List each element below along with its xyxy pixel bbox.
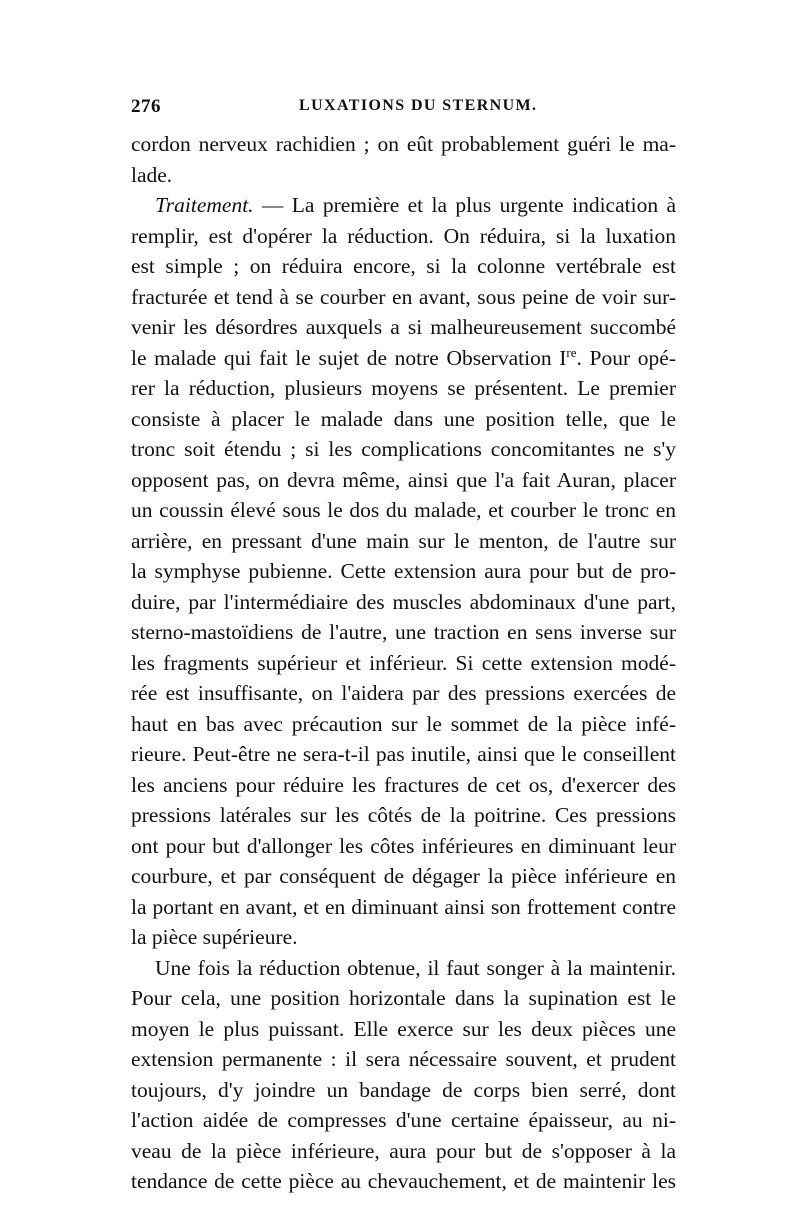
text-line: Une fois la réduction obtenue, il faut songer à la maintenir. [155, 955, 676, 980]
text-line: l'action aidée de compresses d'une certaine épaisseur, au ni- [131, 1108, 676, 1132]
text-line: rée est insuffisante, on l'aidera par des pressions exercées de [131, 681, 676, 705]
text-line: opposent pas, on devra même, ainsi que l'a fait Auran, placer [131, 467, 676, 492]
text-line: haut en bas avec précaution sur le sommet de la pièce infé- [131, 711, 676, 736]
text-line: les fragments supérieur et inférieur. Si cette extension modé- [131, 650, 676, 675]
text-line: fracturée et tend à se courber en avant, sous peine de voir sur- [131, 284, 676, 309]
text-line: remplir, est d'opérer la réduction. On réduira, si la luxation [131, 223, 676, 248]
text-line: les anciens pour réduire les fractures de cet os, d'exercer des [131, 772, 676, 797]
text-line: venir les désordres auxquels a si malheureusement succombé [131, 315, 676, 339]
body-text [131, 129, 676, 1197]
text-fragment: . Pour opé- [576, 345, 676, 370]
text-line: rer la réduction, plusieurs moyens se présentent. Le premier [131, 376, 676, 400]
text-line: veau de la pièce inférieure, aura pour but de s'opposer à la [131, 1138, 676, 1163]
text-line: courbure, et par conséquent de dégager la pièce inférieure en [131, 864, 676, 888]
page-header [131, 96, 676, 122]
text-line: la portant en avant, et en diminuant ainsi son frottement contre [131, 894, 676, 919]
text-line: tronc soit étendu ; si les complications concomitantes ne s'y [131, 437, 676, 461]
text-line: ont pour but d'allonger les côtes inférieures en diminuant leur [131, 833, 676, 858]
text-fragment: le malade qui fait le sujet de notre Observation I [131, 345, 567, 370]
section-heading: Traitement. [155, 193, 254, 217]
text-line: extension permanente : il sera nécessaire souvent, et prudent [131, 1047, 676, 1071]
text-line [131, 190, 676, 221]
text-line: consiste à placer le malade dans une position telle, que le [131, 406, 676, 431]
text-line: est simple ; on réduira encore, si la colonne vertébrale est [131, 254, 676, 278]
text-line: moyen le plus puissant. Elle exerce sur les deux pièces une [131, 1016, 676, 1041]
superscript: re [566, 344, 577, 360]
text-line: sterno-mastoïdiens de l'autre, une traction en sens inverse sur [131, 620, 676, 644]
text-line: pressions latérales sur les côtés de la poitrine. Ces pressions [131, 803, 676, 827]
text-line: cordon nerveux rachidien ; on eût probablement guéri le ma- [131, 132, 676, 156]
text-line: lade. [131, 162, 173, 187]
text-line: Pour cela, une position horizontale dans la supination est le [131, 986, 676, 1010]
text-line: un coussin élevé sous le dos du malade, et courber le tronc en [131, 498, 676, 522]
text-line: la pièce supérieure. [131, 925, 298, 949]
text-line: arrière, en pressant d'une main sur le menton, de l'autre sur [131, 528, 676, 553]
text-line [131, 343, 676, 374]
text-line: duire, par l'intermédiaire des muscles abdominaux d'une part, [131, 589, 676, 614]
running-title: LUXATIONS DU STERNUM. [299, 97, 538, 114]
text-line: tendance de cette pièce au chevauchement, et de maintenir les [131, 1169, 676, 1193]
text-line: la symphyse pubienne. Cette extension aura pour but de pro- [131, 559, 676, 583]
page-number: 276 [131, 96, 161, 117]
text-line: toujours, d'y joindre un bandage de corps bien serré, dont [131, 1077, 676, 1102]
text-line: rieure. Peut-être ne sera-t-il pas inutile, ainsi que le conseillent [131, 742, 676, 766]
text-fragment: — La première et la plus urgente indication à [253, 193, 676, 217]
